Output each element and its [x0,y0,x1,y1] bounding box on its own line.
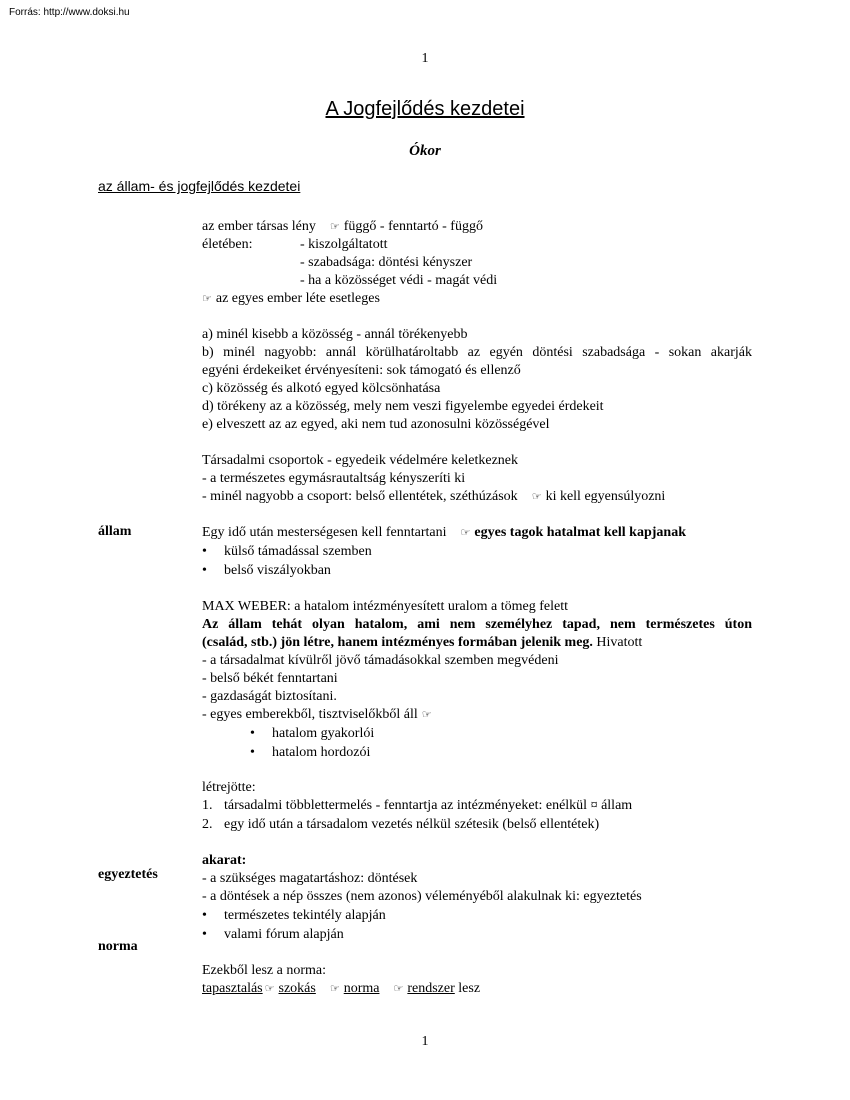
block1-line3: - szabadsága: döntési kényszer [300,255,473,270]
block1-line5: ☞ az egyes ember léte esetleges [202,291,380,306]
weber-line3: (család, stb.) jön létre, hanem intézményes formában jelenik meg. Hivatott [202,635,643,650]
bullet-icon: • [250,726,255,741]
item-b-line2: egyéni érdekeiket érvényesíteni: sok támogató és ellenző [202,363,521,378]
pointing-hand-icon: ☞ [202,292,212,305]
item-a: a) minél kisebb a közösség - annál törékenyebb [202,327,468,342]
pointing-hand-icon: ☞ [393,982,404,995]
weber-line6: - gazdaságát biztosítani. [202,689,337,704]
pointing-hand-icon: ☞ [421,708,432,721]
section-heading: az állam- és jogfejlődés kezdetei [98,178,301,194]
bullet-icon: • [202,563,207,578]
letrejotte-heading: létrejötte: [202,780,256,795]
bullet-icon: • [202,927,207,942]
list-item: • hatalom gyakorlói [250,726,375,741]
list-item: • természetes tekintély alapján [202,908,386,923]
side-label-allam: állam [98,524,132,539]
list-item: • hatalom hordozói [250,745,371,760]
list-item: • valami fórum alapján [202,927,344,942]
groups-line2: - a természetes egymásrautaltság kényszeríti ki [202,471,466,486]
page-number-top: 1 [421,51,429,66]
subtitle: Ókor [409,143,441,159]
list-item: • külső támadással szemben [202,544,372,559]
page-title: A Jogfejlődés kezdetei [325,98,525,120]
bullet-icon: • [202,544,207,559]
weber-line7: - egyes emberekből, tisztviselőkből áll ☞ [202,706,436,724]
weber-line5: - belső békét fenntartani [202,671,338,686]
page-number-bottom: 1 [421,1034,429,1049]
akarat-line2: - a döntések a nép összes (nem azonos) véleményéből alakulnak ki: egyeztetés [202,889,642,904]
pointing-hand-icon: ☞ [329,220,340,233]
item-c: c) közösség és alkotó egyed kölcsönhatása [202,381,441,396]
bullet-icon: • [250,745,255,760]
pointing-hand-icon: ☞ [264,982,275,995]
list-item: • belső viszályokban [202,563,331,578]
block1-line2-label: életében: [202,237,253,252]
weber-line1: MAX WEBER: a hatalom intézményesített uralom a tömeg felett [202,599,568,614]
weber-line4: - a társadalmat kívülről jövő támadásokkal szemben megvédeni [202,653,559,668]
akarat-heading: akarat: [202,853,247,868]
letrejotte-item-1: 1. társadalmi többlettermelés - fenntartja az intézményeket: enélkül ¤ állam [202,798,633,813]
allam-line1: Egy idő után mesterségesen kell fenntartani ☞ egyes tagok hatalmat kell kapjanak [202,525,686,540]
weber-line2: Az állam tehát olyan hatalom, ami nem személyhez tapad, nem természetes úton [202,617,752,632]
pointing-hand-icon: ☞ [460,526,471,539]
block1-line4: - ha a közösséget védi - magát védi [300,273,498,288]
side-label-egyeztetes: egyeztetés [98,867,158,882]
item-e: e) elveszett az az egyed, aki nem tud azonosulni közösségével [202,417,550,432]
letrejotte-item-2: 2. egy idő után a társadalom vezetés nélkül szétesik (belső ellentétek) [202,817,600,832]
currency-icon: ¤ [590,798,598,813]
groups-line1: Társadalmi csoportok - egyedeik védelmére keletkeznek [202,453,519,468]
norma-chain: tapasztalás ☞ szokás ☞ norma ☞ rendszer lesz [202,981,481,996]
side-label-norma: norma [98,939,138,954]
pointing-hand-icon: ☞ [531,490,542,503]
pointing-hand-icon: ☞ [329,982,340,995]
akarat-line1: - a szükséges magatartáshoz: döntések [202,871,418,886]
bullet-icon: • [202,908,207,923]
groups-line3: - minél nagyobb a csoport: belső ellentétek, széthúzások ☞ ki kell egyensúlyozni [202,489,666,504]
block1-line1: az ember társas lény ☞ függő - fenntartó - függő [202,219,483,234]
item-d: d) törékeny az a közösség, mely nem veszi figyelembe egyedei érdekeit [202,399,604,414]
item-b-line1: b) minél nagyobb: annál körülhatároltabb az egyén döntési szabadsága - sokan akarják [202,345,752,360]
block1-line2: - kiszolgáltatott [300,237,388,252]
norma-line1: Ezekből lesz a norma: [202,963,327,978]
source-note: Forrás: http://www.doksi.hu [9,7,130,18]
